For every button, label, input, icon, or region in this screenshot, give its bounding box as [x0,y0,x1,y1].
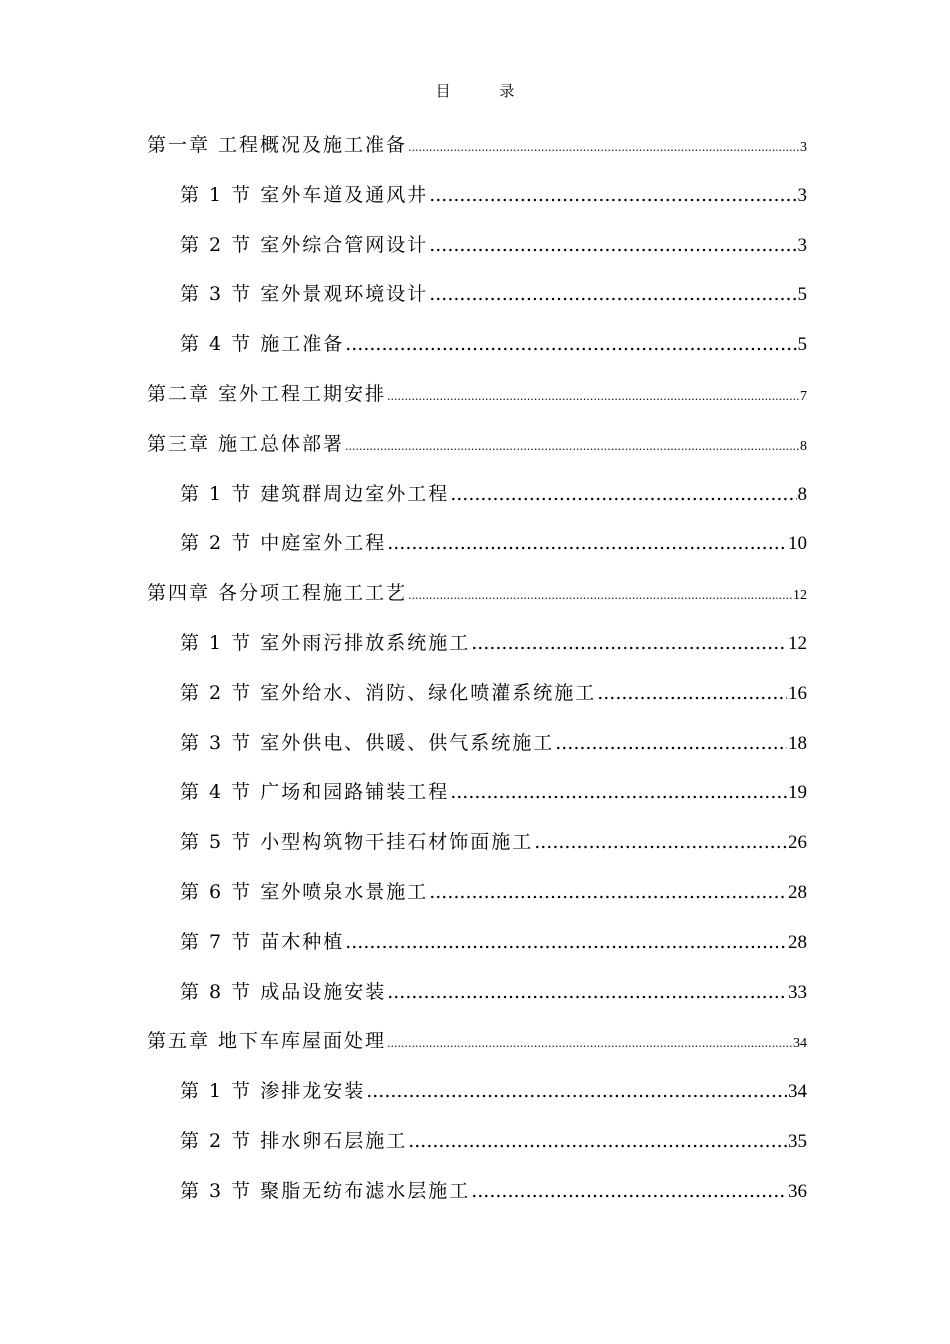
dot-leader [429,184,796,206]
toc-entry-section[interactable] [147,977,807,1027]
toc-entry-section[interactable] [147,528,807,578]
toc-entry-page: 36 [788,1180,807,1202]
dot-leader [345,931,787,953]
toc-entry-label: 第 3 节 聚脂无纺布滤水层施工 [180,1179,471,1202]
toc-entry-page: 16 [788,682,807,704]
toc-entry-label: 第 3 节 室外供电、供暖、供气系统施工 [180,731,555,754]
dot-leader [387,390,799,403]
toc-entry-page: 18 [788,732,807,754]
toc-entry-section[interactable] [147,180,807,230]
toc-entry-chapter-1[interactable] [147,130,807,180]
toc-entry-section[interactable] [147,827,807,877]
toc-entry-label: 第 4 节 施工准备 [180,333,345,356]
toc-entry-chapter-4[interactable] [147,578,807,628]
toc-entry-label: 第 1 节 渗排龙安装 [180,1080,366,1103]
dot-leader [450,483,796,505]
dot-leader [429,881,787,903]
dot-leader [471,1180,787,1202]
toc-entry-section[interactable] [147,728,807,778]
dot-leader [408,141,799,154]
dot-leader [534,831,787,853]
toc-entry-section[interactable] [147,927,807,977]
dot-leader [450,781,787,803]
dot-leader [408,589,792,602]
toc-entry-label: 第二章 室外工程工期安排 [147,382,387,405]
toc-entry-section[interactable] [147,678,807,728]
toc-entry-page: 33 [788,981,807,1003]
toc-entry-section[interactable] [147,279,807,329]
toc-entry-page: 3 [797,234,807,256]
toc-entry-label: 第 2 节 室外综合管网设计 [180,233,429,256]
toc-entry-section[interactable] [147,877,807,927]
dot-leader [471,632,787,654]
toc-entry-section[interactable] [147,329,807,379]
toc-entry-page: 5 [797,284,807,306]
toc-entry-page: 7 [800,388,807,404]
toc-entry-label: 第 2 节 室外给水、消防、绿化喷灌系统施工 [180,681,597,704]
toc-entry-label: 第 8 节 成品设施安装 [180,980,387,1003]
toc-entry-label: 第 6 节 室外喷泉水景施工 [180,880,429,903]
toc-entry-label: 第 2 节 排水卵石层施工 [180,1129,408,1152]
dot-leader [387,981,787,1003]
toc-entry-label: 第 4 节 广场和园路铺装工程 [180,781,450,804]
toc-entry-page: 5 [797,334,807,356]
toc-entry-label: 第 5 节 小型构筑物干挂石材饰面施工 [180,831,534,854]
toc-entry-label: 第 1 节 建筑群周边室外工程 [180,482,450,505]
dot-leader [555,732,787,754]
toc-entry-section[interactable] [147,1176,807,1226]
toc-entry-page: 28 [788,931,807,953]
toc-entry-page: 8 [797,483,807,505]
dot-leader [387,1037,792,1050]
toc-entry-page: 26 [788,832,807,854]
toc-entry-page: 8 [800,438,807,454]
toc-entry-page: 28 [788,881,807,903]
dot-leader [429,234,796,256]
toc-entry-chapter-2[interactable] [147,379,807,429]
toc-entry-label: 第一章 工程概况及施工准备 [147,134,408,156]
toc-entry-page: 34 [788,1081,807,1103]
toc-entry-page: 34 [793,1036,807,1052]
toc-title: 目 录 [435,82,537,100]
toc-entry-section[interactable] [147,1076,807,1126]
toc-entry-label: 第五章 地下车库屋面处理 [147,1030,387,1053]
toc-entry-page: 3 [797,184,807,206]
dot-leader [408,1130,787,1152]
toc-entry-label: 第 3 节 室外景观环境设计 [180,283,429,306]
toc-entry-page: 3 [800,140,807,155]
toc-entry-section[interactable] [147,479,807,529]
toc-entry-label: 第 1 节 室外雨污排放系统施工 [180,631,471,654]
toc-entry-label: 第 7 节 苗木种植 [180,930,345,953]
toc-entry-label: 第 1 节 室外车道及通风井 [180,183,429,206]
toc-entry-page: 19 [788,782,807,804]
dot-leader [345,333,796,355]
toc-entry-page: 35 [788,1130,807,1152]
toc-entry-chapter-3[interactable] [147,429,807,479]
dot-leader [597,682,787,704]
toc-entry-section[interactable] [147,230,807,280]
dot-leader [345,440,799,453]
toc-entry-section[interactable] [147,1126,807,1176]
toc-entry-chapter-5[interactable] [147,1026,807,1076]
toc-entry-page: 12 [788,632,807,654]
toc-entry-section[interactable] [147,777,807,827]
toc-entry-section[interactable] [147,628,807,678]
dot-leader [366,1080,787,1102]
toc-entry-label: 第三章 施工总体部署 [147,432,345,455]
dot-leader [429,283,796,305]
dot-leader [387,532,787,554]
toc-entry-label: 第四章 各分项工程施工工艺 [147,582,408,605]
table-of-contents [147,130,807,1226]
toc-entry-label: 第 2 节 中庭室外工程 [180,532,387,555]
toc-entry-page: 10 [788,533,807,555]
toc-entry-page: 12 [793,588,807,604]
